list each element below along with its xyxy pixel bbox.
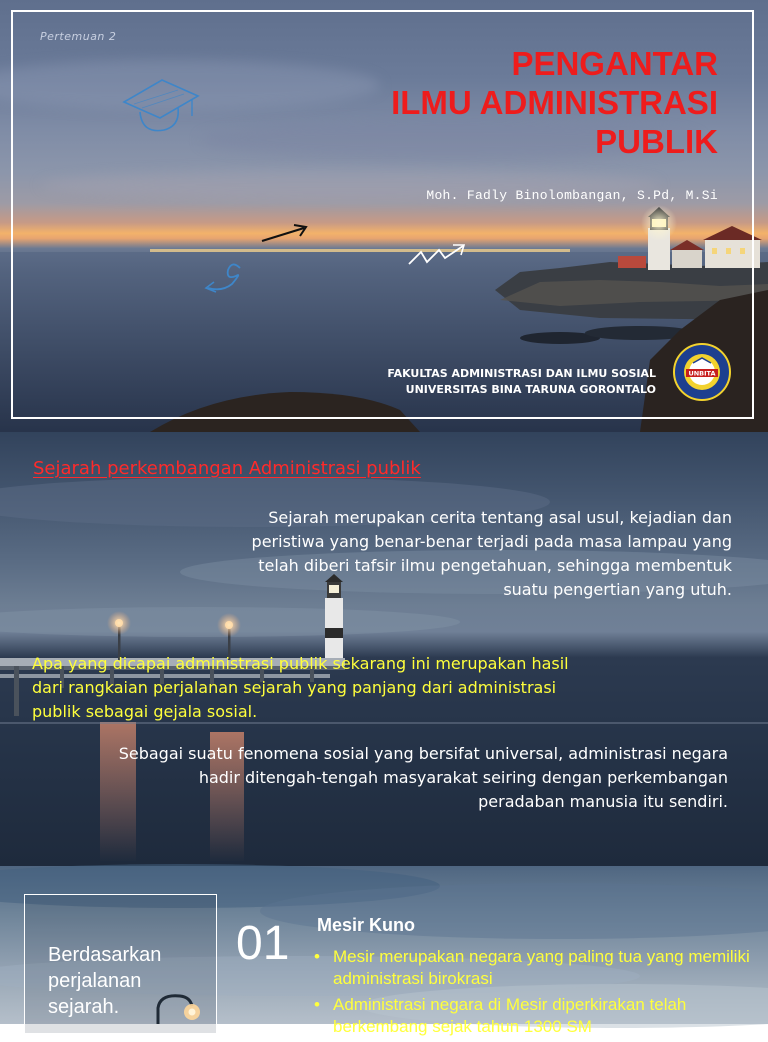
list-item: • Administrasi negara di Mesir diperkirakan telah berkembang sejak tahun 1300 SM xyxy=(312,994,752,1038)
faculty-line: UNIVERSITAS BINA TARUNA GORONTALO xyxy=(405,383,656,396)
slide-title xyxy=(391,44,718,161)
timeline-slide xyxy=(0,866,768,1036)
title-slide xyxy=(0,0,768,432)
section-title: Mesir Kuno xyxy=(317,915,416,935)
intro-text xyxy=(48,942,161,1020)
university-logo xyxy=(673,343,731,401)
history-achievement-paragraph: Apa yang dicapai administrasi publik sekarang ini merupakan hasil dari rangkaian perjalanan sejarah yang panjang dari administrasi publik sebagai gejala sosial. xyxy=(32,654,569,721)
section-number: 01 xyxy=(236,917,290,970)
title-line: PUBLIK xyxy=(595,123,718,160)
faculty-line: FAKULTAS ADMINISTRASI DAN ILMU SOSIAL xyxy=(387,367,656,380)
section-heading: Sejarah perkembangan Administrasi publik xyxy=(33,458,421,479)
intro-line: Berdasarkan xyxy=(48,944,162,966)
history-definition-paragraph: Sejarah merupakan cerita tentang asal usul, kejadian dan peristiwa yang benar-benar terjadi pada masa lampau yang telah diberi tafsir ilmu pengetahuan, sehingga membentuk suatu pengertian yang utuh. xyxy=(251,508,732,599)
intro-line: sejarah. xyxy=(48,996,120,1018)
faculty-info xyxy=(387,366,656,398)
history-slide xyxy=(0,432,768,866)
meeting-label: Pertemuan 2 xyxy=(40,30,117,43)
title-line: PENGANTAR xyxy=(511,45,718,82)
social-phenomenon-paragraph: Sebagai suatu fenomena sosial yang bersifat universal, administrasi negara hadir ditengah-tengah masyarakat seiring dengan perkembangan peradaban manusia itu sendiri. xyxy=(118,744,728,811)
intro-line: perjalanan xyxy=(48,970,142,992)
bullet-list xyxy=(312,946,752,1042)
title-line: ILMU ADMINISTRASI xyxy=(391,84,718,121)
author-name: Moh. Fadly Binolombangan, S.Pd, M.Si xyxy=(426,188,718,203)
logo-text: UNBITA xyxy=(688,369,716,378)
list-item: • Mesir merupakan negara yang paling tua yang memiliki administrasi birokrasi xyxy=(312,946,752,990)
